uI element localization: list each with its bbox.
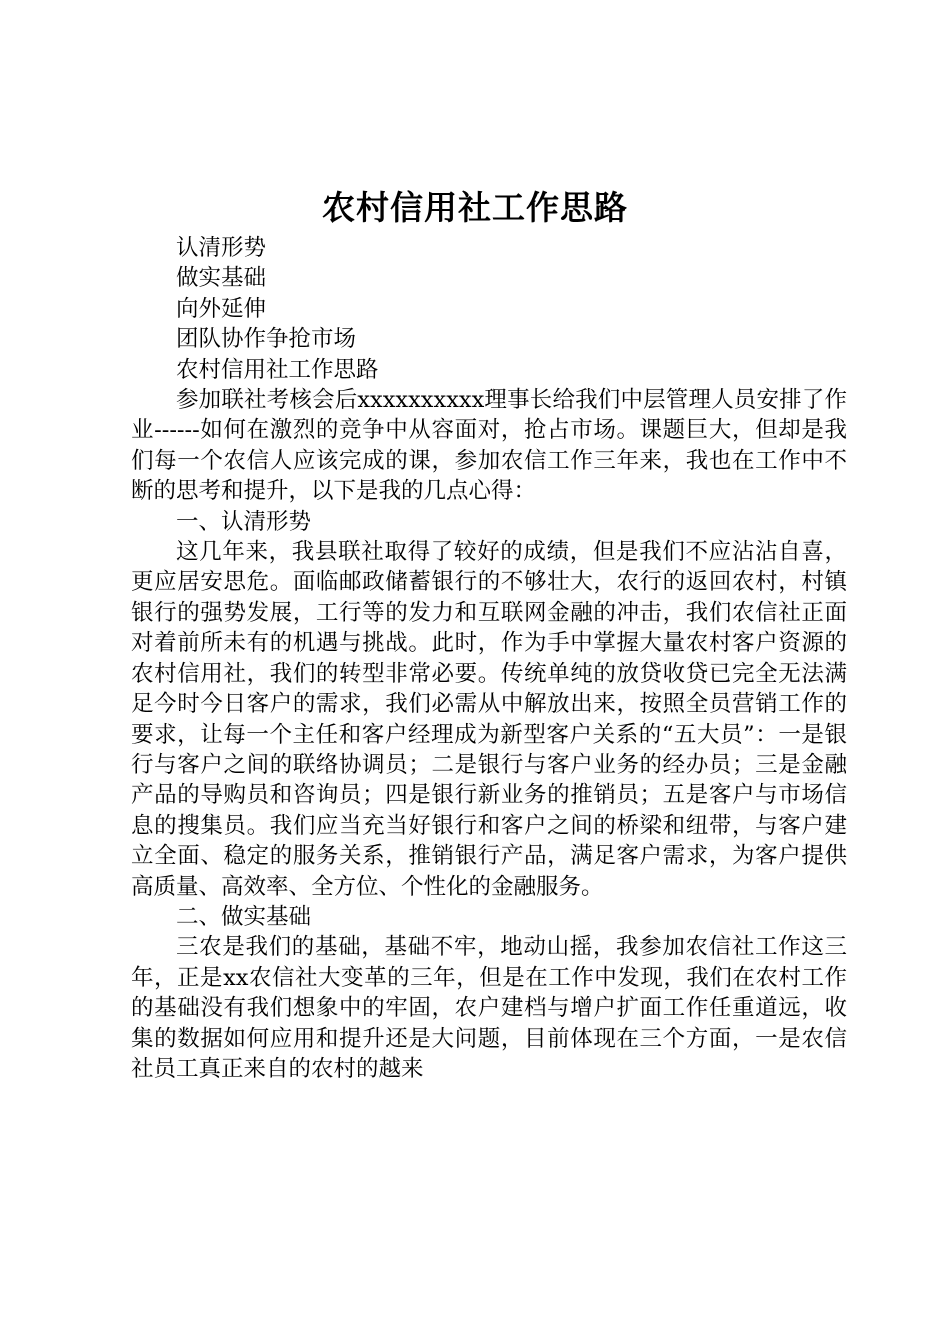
heading-line-4: 团队协作争抢市场 [176,326,357,353]
section-heading-2: 二、做实基础 [176,903,312,930]
document-body [131,233,847,1084]
heading-line-5: 农村信用社工作思路 [176,356,379,383]
section-heading-1: 一、认清形势 [176,508,312,535]
document-title: 农村信用社工作思路 [322,188,628,227]
section-2-paragraph: 三农是我们的基础，基础不牢，地动山摇，我参加农信社工作这三年，正是xx农信社大变革的三年，但是在工作中发现，我们在农村工作的基础没有我们想象中的牢固，农户建档与增户扩面工作任重道远，收集的数据如何应用和提升还是大问题，目前体现在三个方面，一是农信社员工真正来自的农村的越来 [131,934,847,1082]
heading-line-2: 做实基础 [176,265,267,292]
section-1-paragraph: 这几年来，我县联社取得了较好的成绩，但是我们不应沾沾自喜，更应居安思危。面临邮政储蓄银行的不够壮大，农行的返回农村，村镇银行的强势发展，工行等的发力和互联网金融的冲击，我们农信社正面对着前所未有的机遇与挑战。此时，作为手中掌握大量农村客户资源的农村信用社，我们的转型非常必要。传统单纯的放贷收贷已完全无法满足今时今日客户的需求，我们必需从中解放出来，按照全员营销工作的要求，让每一个主任和客户经理成为新型客户关系的“五大员”：一是银行与客户之间的联络协调员；二是银行与客户业务的经办员；三是金融产品的导购员和咨询员；四是银行新业务的推销员；五是客户与市场信息的搜集员。我们应当充当好银行和客户之间的桥梁和纽带，与客户建立全面、稳定的服务关系，推销银行产品，满足客户需求，为客户提供高质量、高效率、全方位、个性化的金融服务。 [131,539,847,900]
heading-line-3: 向外延伸 [176,295,267,322]
intro-paragraph: 参加联社考核会后xxxxxxxxxx理事长给我们中层管理人员安排了作业------如何在激烈的竞争中从容面对，抢占市场。课题巨大，但却是我们每一个农信人应该完成的课，参加农信工作三年来，我也在工作中不断的思考和提升，以下是我的几点心得： [131,387,847,505]
heading-line-1: 认清形势 [176,235,267,261]
